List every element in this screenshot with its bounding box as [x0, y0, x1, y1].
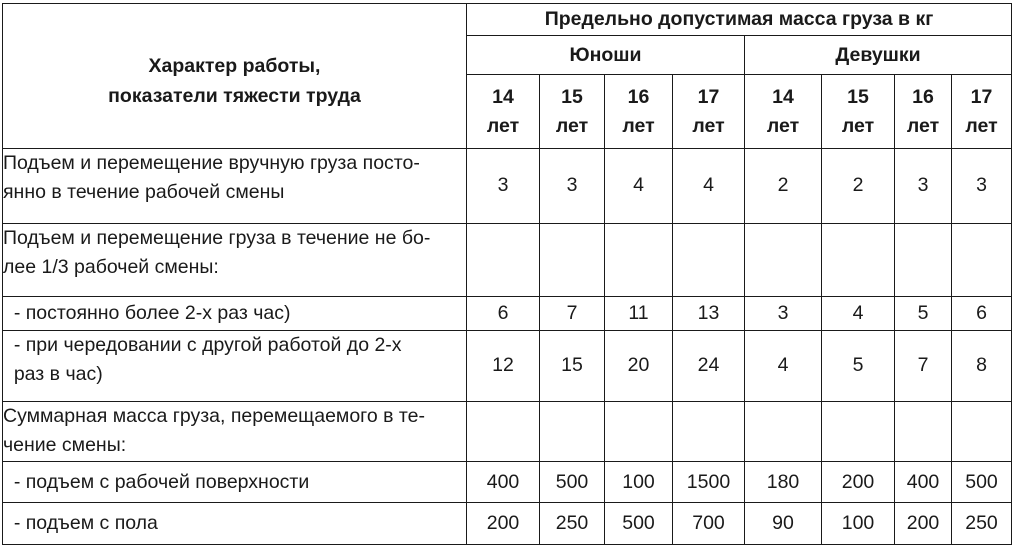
value-cell: 90	[745, 503, 822, 545]
value-cell: 15	[540, 330, 605, 401]
table-row	[3, 149, 1012, 224]
value-cell: 180	[745, 462, 822, 503]
value-cell: 2	[822, 149, 895, 224]
table-body	[3, 149, 1012, 545]
value-cell: 4	[605, 149, 673, 224]
value-cell: 2	[745, 149, 822, 224]
value-cell	[822, 402, 895, 462]
value-cell: 7	[540, 296, 605, 330]
value-cell	[895, 223, 952, 296]
age-header: 17 лет	[952, 75, 1012, 149]
value-cell	[605, 223, 673, 296]
value-cell: 3	[540, 149, 605, 224]
row-label: - подъем с рабочей поверхности	[3, 462, 467, 503]
table-row	[3, 503, 1012, 545]
value-cell: 200	[467, 503, 540, 545]
value-cell	[605, 402, 673, 462]
value-cell: 100	[605, 462, 673, 503]
value-cell: 12	[467, 330, 540, 401]
value-cell: 400	[895, 462, 952, 503]
value-cell: 24	[673, 330, 745, 401]
age-header: 16 лет	[605, 75, 673, 149]
value-cell: 250	[540, 503, 605, 545]
value-cell	[895, 402, 952, 462]
row-label: - подъем с пола	[3, 503, 467, 545]
value-cell: 20	[605, 330, 673, 401]
value-cell: 6	[952, 296, 1012, 330]
value-cell: 13	[673, 296, 745, 330]
value-cell: 3	[895, 149, 952, 224]
age-header: 14 лет	[467, 75, 540, 149]
row-label: - при чередовании с другой работой до 2-х раз в час)	[3, 330, 467, 401]
age-header: 16 лет	[895, 75, 952, 149]
characteristic-header	[3, 4, 467, 149]
value-cell: 3	[467, 149, 540, 224]
table-row	[3, 402, 1012, 462]
value-cell: 5	[895, 296, 952, 330]
value-cell: 4	[822, 296, 895, 330]
row-label: Подъем и перемещение груза в течение не бо- лее 1/3 рабочей смены:	[3, 223, 467, 296]
age-header: 15 лет	[822, 75, 895, 149]
value-cell	[540, 223, 605, 296]
value-cell	[952, 223, 1012, 296]
value-cell: 7	[895, 330, 952, 401]
value-cell: 500	[952, 462, 1012, 503]
value-cell: 8	[952, 330, 1012, 401]
age-header: 17 лет	[673, 75, 745, 149]
value-cell	[952, 402, 1012, 462]
value-cell: 250	[952, 503, 1012, 545]
value-cell	[673, 223, 745, 296]
characteristic-header-text: Характер работы, показатели тяжести труда	[108, 55, 361, 107]
value-cell	[467, 402, 540, 462]
table-row	[3, 462, 1012, 503]
value-cell: 200	[895, 503, 952, 545]
group-header-girls: Девушки	[745, 36, 1012, 75]
age-header: 14 лет	[745, 75, 822, 149]
value-cell: 500	[540, 462, 605, 503]
table-row	[3, 223, 1012, 296]
row-label: - постоянно более 2-х раз час)	[3, 296, 467, 330]
value-cell: 200	[822, 462, 895, 503]
value-cell: 11	[605, 296, 673, 330]
value-cell: 1500	[673, 462, 745, 503]
value-cell: 6	[467, 296, 540, 330]
mass-norms-table	[2, 3, 1012, 545]
value-cell: 100	[822, 503, 895, 545]
value-cell	[673, 402, 745, 462]
value-cell: 3	[952, 149, 1012, 224]
value-cell: 4	[745, 330, 822, 401]
value-cell: 4	[673, 149, 745, 224]
max-mass-header: Предельно допустимая масса груза в кг	[467, 4, 1012, 36]
table-row	[3, 296, 1012, 330]
value-cell: 3	[745, 296, 822, 330]
value-cell	[467, 223, 540, 296]
value-cell: 700	[673, 503, 745, 545]
age-header: 15 лет	[540, 75, 605, 149]
value-cell	[540, 402, 605, 462]
value-cell: 5	[822, 330, 895, 401]
value-cell	[822, 223, 895, 296]
value-cell: 500	[605, 503, 673, 545]
table-row	[3, 330, 1012, 401]
value-cell: 400	[467, 462, 540, 503]
row-label: Суммарная масса груза, перемещаемого в те- чение смены:	[3, 402, 467, 462]
value-cell	[745, 402, 822, 462]
group-header-boys: Юноши	[467, 36, 745, 75]
value-cell	[745, 223, 822, 296]
row-label: Подъем и перемещение вручную груза посто- янно в течение рабочей смены	[3, 149, 467, 224]
